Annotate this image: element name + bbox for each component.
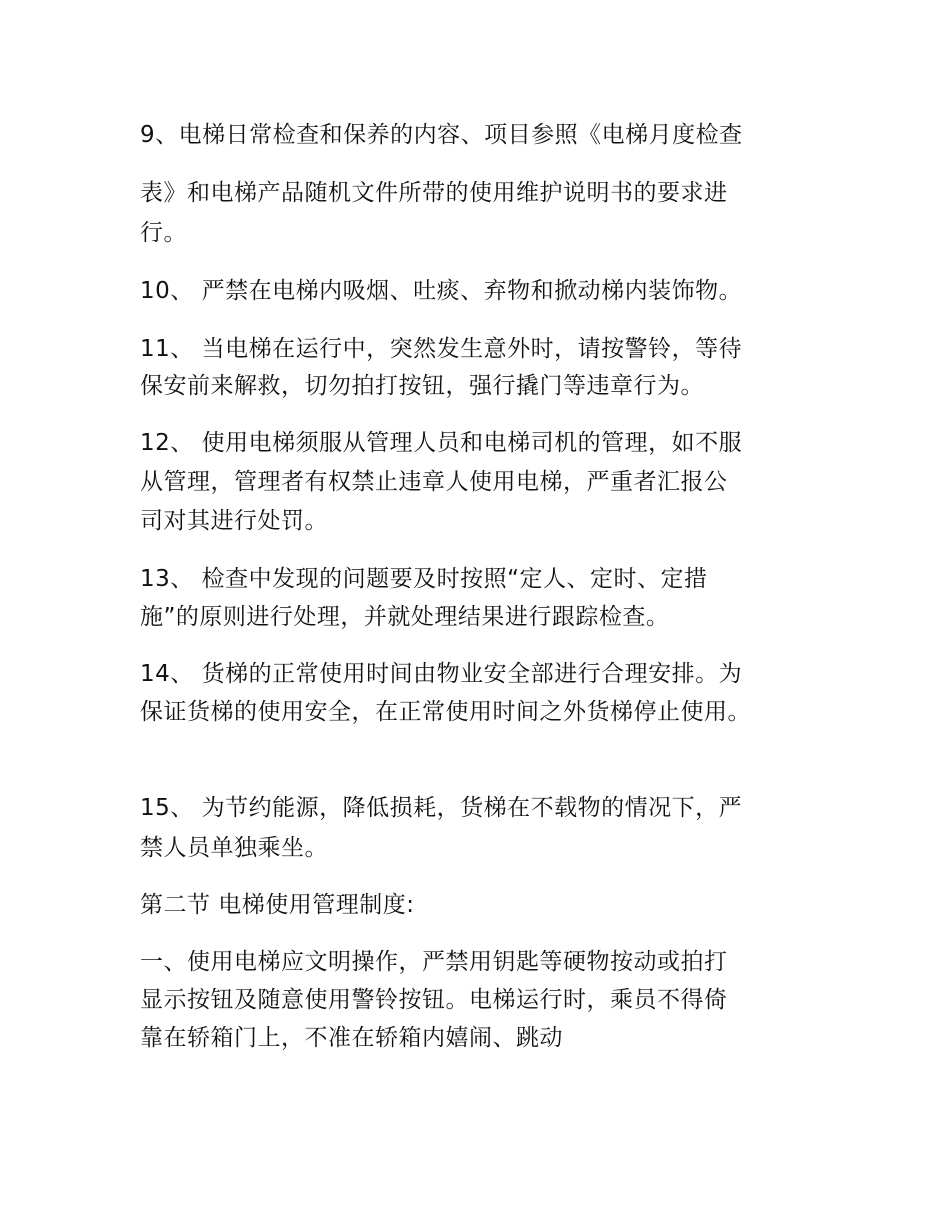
rule-1-line-1: 一、使用电梯应文明操作，严禁用钥匙等硬物按动或拍打	[140, 949, 728, 975]
item-9-line-3: 行。	[140, 220, 187, 246]
item-13-line-2: 施”的原则进行处理，并就处理结果进行跟踪检查。	[140, 604, 670, 630]
section-heading: 第二节 电梯使用管理制度:	[140, 892, 415, 918]
item-14-line-2: 保证货梯的使用安全，在正常使用时间之外货梯停止使用。	[140, 699, 751, 725]
item-13-line-1: 13、 检查中发现的问题要及时按照“定人、定时、定措	[140, 566, 708, 592]
item-9-line-2: 表》和电梯产品随机文件所带的使用维护说明书的要求进	[140, 180, 728, 206]
item-12-line-2: 从管理，管理者有权禁止违章人使用电梯，严重者汇报公	[140, 469, 728, 495]
item-11-line-1: 11、 当电梯在运行中，突然发生意外时，请按警铃，等待	[140, 336, 743, 362]
item-11-line-2: 保安前来解救，切勿拍打按钮，强行撬门等违章行为。	[140, 373, 704, 399]
item-15-line-1: 15、 为节约能源，降低损耗，货梯在不载物的情况下，严	[140, 795, 743, 821]
rule-1-line-3: 靠在轿箱门上，不准在轿箱内嬉闹、跳动	[140, 1025, 563, 1051]
item-15-line-2: 禁人员单独乘坐。	[140, 835, 328, 861]
rule-1-line-2: 显示按钮及随意使用警铃按钮。电梯运行时，乘员不得倚	[140, 987, 728, 1013]
item-12-line-3: 司对其进行处罚。	[140, 508, 328, 534]
item-14-line-1: 14、 货梯的正常使用时间由物业安全部进行合理安排。为	[140, 661, 743, 687]
item-9-line-1: 9、电梯日常检查和保养的内容、项目参照《电梯月度检查	[140, 122, 743, 148]
item-12-line-1: 12、 使用电梯须服从管理人员和电梯司机的管理，如不服	[140, 430, 743, 456]
item-10-line-1: 10、 严禁在电梯内吸烟、吐痰、弃物和掀动梯内装饰物。	[140, 278, 743, 304]
